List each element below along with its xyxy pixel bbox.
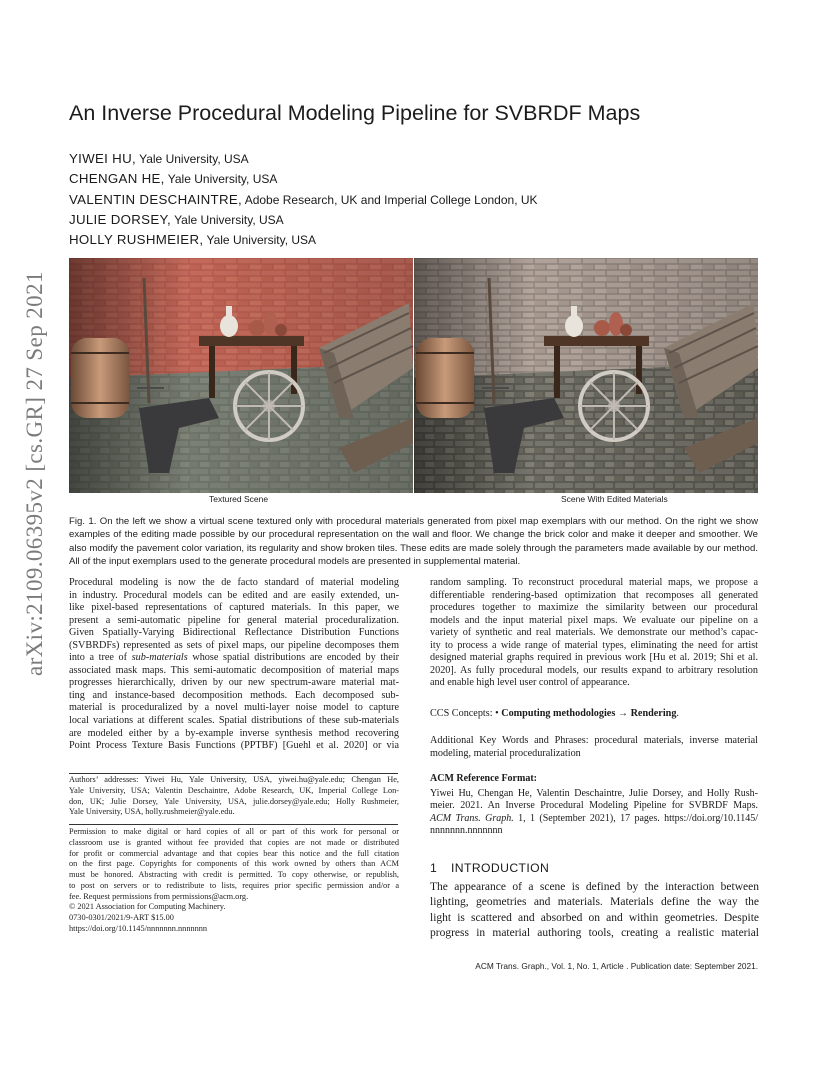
- acm-reference: [430, 773, 758, 838]
- footnote-rule: [69, 773, 398, 774]
- section-title: INTRODUCTION: [451, 861, 550, 875]
- permission-line: for profit or commercial advantage and that copies bear this notice and the full citation: [69, 848, 399, 858]
- permission-line: must be honored. Abstracting with credit is permitted. To copy otherwise, or republish,: [69, 870, 399, 879]
- permission-notice: [69, 827, 399, 935]
- author-affiliation: Adobe Research, UK and Imperial College London, UK: [242, 192, 538, 207]
- abstract-line: like pixel-based representations of captured materials. In this paper, we: [69, 602, 399, 614]
- author-name: VALENTIN DESCHAINTRE,: [69, 191, 243, 207]
- abstract-line: are modeled either by a by-example inverse synthesis method recovering: [69, 727, 399, 739]
- abstract-line: ity to process a wide range of material types, eliminating the need for artist: [430, 639, 758, 651]
- ccs-end: .: [676, 708, 679, 719]
- ccs-bullet: •: [495, 708, 502, 719]
- abstract-line: Procedural modeling is now the de facto standard of material modeling: [69, 577, 399, 588]
- abstract-emphasis: sub-materials: [131, 652, 188, 664]
- permission-line: classroom use is granted without fee provided that copies are not made or distributed: [69, 837, 399, 847]
- abstract-line: Given Spatially-Varying Bidirectional Reflectance Distribution Functions: [69, 627, 399, 639]
- abstract-line: (SVBRDFs) represented as sets of pixel maps, our pipeline decomposes them: [69, 639, 399, 651]
- author-affiliation: Yale University, USA: [164, 172, 278, 187]
- ccs-concepts: [430, 708, 679, 719]
- abstract-line: associated mask maps. This semi-automatic decomposition of material maps: [69, 664, 399, 676]
- author-list: [69, 149, 769, 250]
- copyright-line: © 2021 Association for Computing Machinery.: [69, 902, 226, 912]
- abstract-left-column: [69, 577, 399, 753]
- author-name: YIWEI HU,: [69, 151, 136, 166]
- address-line: Authors’ addresses: Yiwei Hu, Yale University, USA, yiwei.hu@yale.edu; Chengan He,: [69, 775, 399, 784]
- teaser-figure: [69, 258, 758, 493]
- keywords-line: Additional Key Words and Phrases: procedural materials, inverse material: [430, 735, 758, 746]
- abstract-line: [69, 652, 399, 665]
- abstract-line: variety of synthetic and real materials. We demonstrate our method’s capac-: [430, 627, 758, 639]
- permission-line: on the first page. Copyrights for components of this work owned by others than ACM: [69, 859, 399, 869]
- journal-name: ACM Trans. Graph.: [430, 812, 514, 824]
- author-entry: [69, 230, 769, 250]
- abstract-line: 2020]. As fully procedural models, our results expand to arbitrary resolution: [430, 664, 758, 676]
- abstract-line: local variations at different scales. Spatial distributions of these sub-materials: [69, 715, 399, 727]
- issn-line: 0730-0301/2021/9-ART $15.00: [69, 913, 174, 922]
- author-name: CHENGAN HE,: [69, 171, 165, 187]
- intro-line: The appearance of a scene is defined by the interaction between: [430, 881, 759, 893]
- acm-reference-line: [430, 813, 758, 826]
- abstract-line: in industry. Procedural models can be edited and are easily extended, un-: [69, 589, 399, 601]
- section-heading: [430, 861, 549, 875]
- abstract-line: ting and instance-based decomposition methods. Each decomposed sub-: [69, 689, 399, 701]
- keywords: [430, 735, 758, 760]
- permission-rule: [69, 824, 398, 825]
- citation-details: 1, 1 (September 2021), 17 pages. https://doi.org/10.1145/: [513, 812, 759, 824]
- author-affiliation: Yale University, USA: [135, 152, 249, 166]
- address-line: Yale University, USA, holly.rushmeier@yale.edu.: [69, 807, 235, 817]
- authors-addresses: [69, 775, 399, 818]
- figure-caption: Fig. 1. On the left we show a virtual scene textured only with procedural materials generated from pixel map exemplars with our method. On the right we show examples of the editing made possible by our procedural representation on the wall and floor. We change the brick color and make it deeper and smoother. We also modify the pavement color variation, its regularity and show broken tiles. These edits are made solely through the parameters made available by our method. All of the input exemplars used to the generate procedural models are presented in supplemental material.: [69, 516, 758, 568]
- keywords-line: modeling, material proceduralization: [430, 747, 581, 759]
- abstract-line: progresses hierarchically, driven by our new spectrum-aware material mat-: [69, 677, 399, 689]
- doi-link[interactable]: https://doi.org/10.1145/nnnnnnn.nnnnnnn: [69, 923, 208, 933]
- author-entry: [69, 169, 769, 189]
- abstract-right-column: [430, 577, 758, 690]
- abstract-line: random sampling. To reconstruct procedural material maps, we propose a: [430, 577, 758, 588]
- abstract-line: and enable high level user control of appearance.: [430, 677, 630, 689]
- permission-line: fee. Request permissions from permissions@acm.org.: [69, 891, 249, 901]
- author-name: JULIE DORSEY,: [69, 211, 171, 227]
- author-affiliation: Yale University, USA: [170, 212, 284, 227]
- introduction-text: [430, 880, 759, 941]
- section-number: 1: [430, 861, 438, 875]
- right-panel-scene: [414, 258, 758, 493]
- abstract-line: differentiable rendering-based optimization that recomposes all generated: [430, 589, 758, 601]
- abstract-fragment: into a tree of: [69, 652, 132, 664]
- author-affiliation: Yale University, USA: [203, 233, 317, 248]
- paper-title: An Inverse Procedural Modeling Pipeline for SVBRDF Maps: [69, 101, 641, 125]
- abstract-fragment: whose spatial distributions are encoded by their: [187, 652, 399, 664]
- teaser-render: [69, 258, 758, 493]
- ccs-concept: Computing methodologies → Rendering: [501, 708, 677, 719]
- address-line: Yale University, USA; Valentin Deschaintre, Adobe Research, UK, Imperial College Lon-: [69, 785, 399, 795]
- acm-reference-line: meier. 2021. An Inverse Procedural Modeling Pipeline for SVBRDF Maps.: [430, 800, 758, 811]
- abstract-line: Point Process Texture Basis Functions (PPTBF) [Guehl et al. 2020] or via: [69, 740, 399, 752]
- arxiv-stamp: arXiv:2109.06395v2 [cs.GR] 27 Sep 2021: [22, 271, 47, 676]
- abstract-line: designed material graphs required in previous work [Hu et al. 2019; Shi et al.: [430, 652, 758, 664]
- abstract-line: models and the input material pixel maps. We evaluate our pipeline on a: [430, 614, 758, 626]
- left-panel-label: Textured Scene: [209, 494, 269, 504]
- acm-reference-doi[interactable]: nnnnnnn.nnnnnnn: [430, 825, 503, 836]
- permission-line: Permission to make digital or hard copies of all or part of this work for personal or: [69, 827, 399, 836]
- left-panel-scene: [69, 258, 413, 493]
- intro-line: light is scattered and absorbed on and within geometries. Despite: [430, 911, 759, 924]
- author-name: HOLLY RUSHMEIER,: [69, 232, 204, 248]
- intro-line: lighting, geometries and materials. Materials define the way the: [430, 896, 759, 909]
- author-entry: [69, 190, 769, 210]
- permission-line: to post on servers or to redistribute to lists, requires prior specific permission and/or a: [69, 880, 399, 890]
- right-panel-label: Scene With Edited Materials: [561, 494, 668, 504]
- intro-line: progress in material authoring tools, creating a realistic material: [430, 926, 759, 939]
- author-entry: [69, 210, 769, 230]
- address-line: don, UK; Julie Dorsey, Yale University, USA, julie.dorsey@yale.edu; Holly Rushmeier,: [69, 796, 399, 806]
- abstract-line: present a semi-automatic pipeline for general material proceduralization.: [69, 614, 399, 626]
- abstract-line: procedures together to maximize the similarity between our procedural: [430, 602, 758, 614]
- acm-reference-heading: ACM Reference Format:: [430, 773, 537, 784]
- ccs-prefix: CCS Concepts:: [430, 708, 496, 719]
- author-entry: [69, 149, 769, 169]
- acm-reference-line: Yiwei Hu, Chengan He, Valentin Deschaintre, Julie Dorsey, and Holly Rush-: [430, 787, 758, 799]
- abstract-line: material is proceduralized by a novel multi-layer noise model to capture: [69, 702, 399, 714]
- running-footer: ACM Trans. Graph., Vol. 1, No. 1, Article . Publication date: September 2021.: [475, 961, 758, 971]
